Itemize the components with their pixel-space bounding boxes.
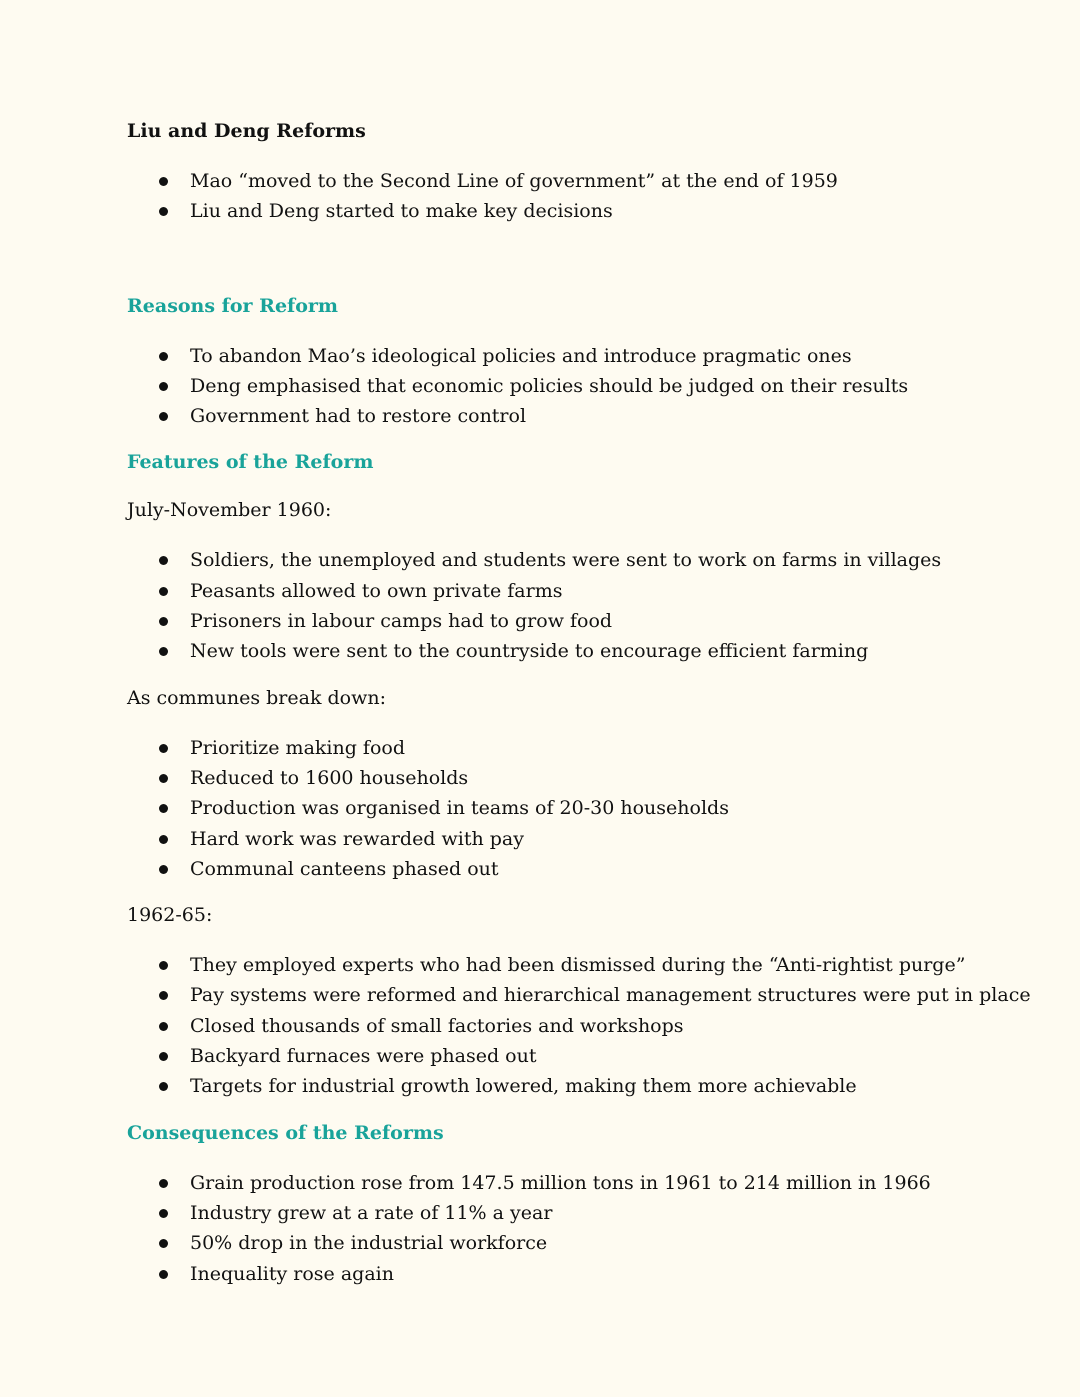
list-item: Industry grew at a rate of 11% a year xyxy=(127,1198,987,1228)
features-group-label: 1962-65: xyxy=(127,904,213,927)
bullet-icon xyxy=(159,804,168,813)
bullet-icon xyxy=(159,207,168,216)
page-title: Liu and Deng Reforms xyxy=(127,120,366,142)
bullet-icon xyxy=(159,352,168,361)
bullet-icon xyxy=(159,587,168,596)
bullet-icon xyxy=(159,1052,168,1061)
bullet-icon xyxy=(159,556,168,565)
bullet-icon xyxy=(159,744,168,753)
list-item: Pay systems were reformed and hierarchical management structures were put in place xyxy=(127,980,987,1010)
consequences-list xyxy=(127,1168,987,1289)
list-item: Government had to restore control xyxy=(127,401,987,431)
list-item: Prioritize making food xyxy=(127,733,987,763)
list-item: Prisoners in labour camps had to grow food xyxy=(127,606,987,636)
bullet-icon xyxy=(159,1239,168,1248)
list-item: Peasants allowed to own private farms xyxy=(127,576,987,606)
bullet-icon xyxy=(159,961,168,970)
consequences-heading: Consequences of the Reforms xyxy=(127,1121,444,1144)
bullet-icon xyxy=(159,647,168,656)
intro-list xyxy=(127,166,987,227)
bullet-icon xyxy=(159,991,168,1000)
bullet-icon xyxy=(159,835,168,844)
bullet-icon xyxy=(159,412,168,421)
list-item: Reduced to 1600 households xyxy=(127,763,987,793)
list-item: Liu and Deng started to make key decisions xyxy=(127,196,987,226)
bullet-icon xyxy=(159,1022,168,1031)
bullet-icon xyxy=(159,1209,168,1218)
list-item: Inequality rose again xyxy=(127,1259,987,1289)
features-list-1962 xyxy=(127,950,1031,1101)
list-item: Soldiers, the unemployed and students were sent to work on farms in villages xyxy=(127,545,987,575)
features-group-label: July-November 1960: xyxy=(127,499,332,522)
reasons-heading: Reasons for Reform xyxy=(127,294,338,317)
features-list-1960 xyxy=(127,545,987,666)
features-group-label: As communes break down: xyxy=(127,686,387,709)
list-item: Communal canteens phased out xyxy=(127,854,987,884)
list-item: Deng emphasised that economic policies should be judged on their results xyxy=(127,371,987,401)
bullet-icon xyxy=(159,774,168,783)
list-item: To abandon Mao’s ideological policies and introduce pragmatic ones xyxy=(127,341,987,371)
list-item: Targets for industrial growth lowered, making them more achievable xyxy=(127,1071,987,1101)
features-list-communes xyxy=(127,733,987,884)
list-item: Hard work was rewarded with pay xyxy=(127,824,987,854)
bullet-icon xyxy=(159,865,168,874)
bullet-icon xyxy=(159,617,168,626)
list-item: Production was organised in teams of 20-30 households xyxy=(127,793,987,823)
document-page xyxy=(127,118,1031,1289)
bullet-icon xyxy=(159,1270,168,1279)
list-item: Grain production rose from 147.5 million tons in 1961 to 214 million in 1966 xyxy=(127,1168,987,1198)
list-item: Closed thousands of small factories and workshops xyxy=(127,1011,987,1041)
list-item: Backyard furnaces were phased out xyxy=(127,1041,987,1071)
list-item: New tools were sent to the countryside to encourage efficient farming xyxy=(127,636,987,666)
list-item: They employed experts who had been dismissed during the “Anti-rightist purge” xyxy=(127,950,987,980)
reasons-list xyxy=(127,341,987,432)
bullet-icon xyxy=(159,177,168,186)
features-heading: Features of the Reform xyxy=(127,451,374,474)
bullet-icon xyxy=(159,382,168,391)
list-item: 50% drop in the industrial workforce xyxy=(127,1228,987,1258)
bullet-icon xyxy=(159,1179,168,1188)
bullet-icon xyxy=(159,1082,168,1091)
list-item: Mao “moved to the Second Line of government” at the end of 1959 xyxy=(127,166,987,196)
